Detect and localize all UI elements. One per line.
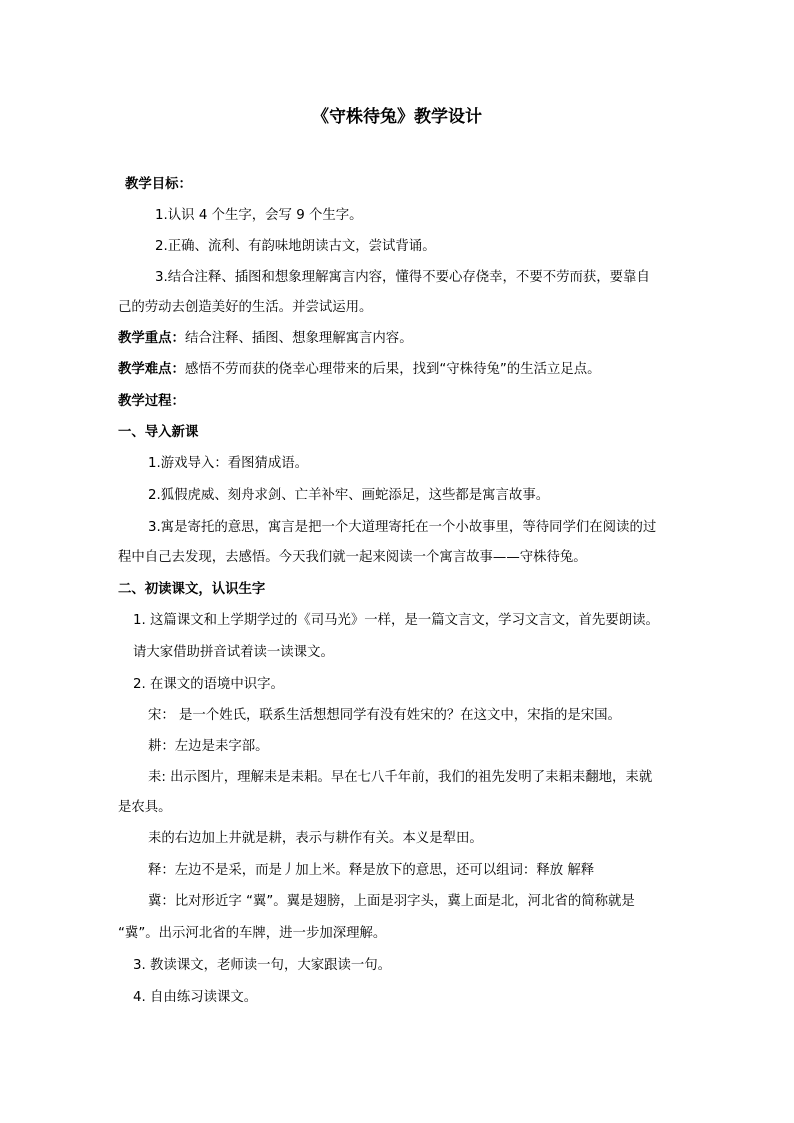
key-point xyxy=(118,330,413,348)
char-ji-cont: “冀”。出示河北省的车牌，进一步加深理解。 xyxy=(118,926,387,941)
difficult-point xyxy=(118,361,601,379)
section2-p3: 3. 教读课文，老师读一句，大家跟读一句。 xyxy=(133,958,392,973)
section1-p1: 1.游戏导入：看图猜成语。 xyxy=(148,456,309,471)
char-lei-cont: 是农具。 xyxy=(118,800,172,815)
char-shi: 释：左边不是采，而是丿加上米。释是放下的意思，还可以组词：释放 解释 xyxy=(148,863,595,878)
section2-p1-cont: 请大家借助拼音试着读一读课文。 xyxy=(133,645,334,660)
goal-2: 2.正确、流利、有韵味地朗读古文，尝试背诵。 xyxy=(155,239,436,254)
key-point-label: 教学重点： xyxy=(118,331,185,346)
process-heading: 教学过程： xyxy=(118,394,185,409)
goal-3-cont: 己的劳动去创造美好的生活。并尝试运用。 xyxy=(118,300,373,315)
char-ji: 冀：比对形近字 “翼”。翼是翅膀，上面是羽字头，冀上面是北，河北省的简称就是 xyxy=(148,894,635,909)
section2-heading: 二、初读课文，认识生字 xyxy=(118,582,266,597)
difficult-point-label: 教学难点： xyxy=(118,362,185,377)
goals-heading: 教学目标： xyxy=(125,177,192,192)
section1-p3-cont: 程中自己去发现，去感悟。今天我们就一起来阅读一个寓言故事——守株待兔。 xyxy=(118,550,587,565)
difficult-point-text: 感悟不劳而获的侥幸心理带来的后果，找到“守株待兔”的生活立足点。 xyxy=(184,362,601,377)
section1-p3: 3.寓是寄托的意思，寓言是把一个大道理寄托在一个小故事里，等待同学们在阅读的过 xyxy=(148,520,657,535)
section2-p2: 2. 在课文的语境中识字。 xyxy=(133,677,284,692)
section2-p4: 4. 自由练习读课文。 xyxy=(133,990,258,1005)
section2-p1: 1. 这篇课文和上学期学过的《司马光》一样，是一篇文言文，学习文言文，首先要朗读。 xyxy=(133,613,659,628)
char-lei-note: 耒的右边加上井就是耕，表示与耕作有关。本义是犁田。 xyxy=(148,831,483,846)
goal-3: 3.结合注释、插图和想象理解寓言内容，懂得不要心存侥幸，不要不劳而获，要靠自 xyxy=(155,270,650,285)
char-geng: 耕：左边是耒字部。 xyxy=(148,739,269,754)
document-title: 《守株待兔》教学设计 xyxy=(312,107,482,127)
section1-p2: 2.狐假虎威、刻舟求剑、亡羊补牢、画蛇添足，这些都是寓言故事。 xyxy=(148,488,550,503)
key-point-text: 结合注释、插图、想象理解寓言内容。 xyxy=(184,331,413,346)
section1-heading: 一、导入新课 xyxy=(118,425,199,440)
char-lei: 耒: 出示图片，理解耒是耒耜。早在七八千年前，我们的祖先发明了耒耜耒翻地，耒就 xyxy=(148,770,653,785)
char-song: 宋： 是一个姓氏，联系生活想想同学有没有姓宋的？在这文中，宋指的是宋国。 xyxy=(148,708,621,723)
goal-1: 1.认识 4 个生字，会写 9 个生字。 xyxy=(155,208,363,223)
